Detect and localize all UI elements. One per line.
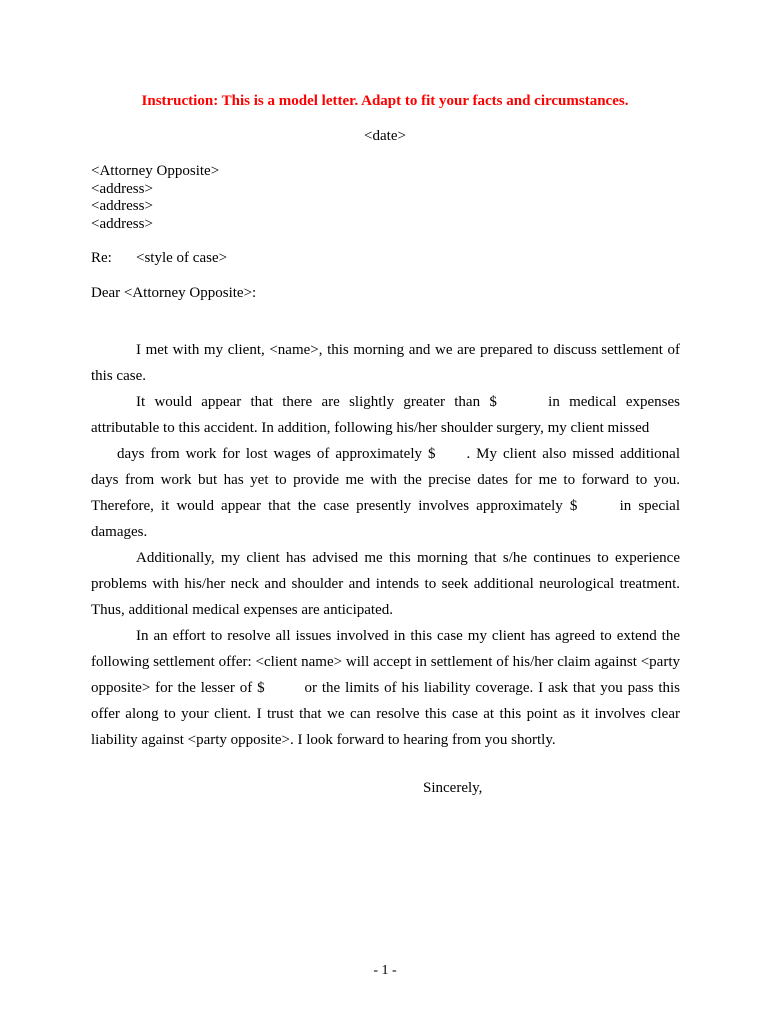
body-paragraph-3 [91, 545, 680, 623]
paragraph-text: or the limits of his liability coverage. I ask that you pass this offer along to your client. I trust that we can resolve this case at this point as it involves clear liability against <party opposite>. I look forward to hearing from you shortly. [91, 680, 680, 748]
address-line: <address> [91, 198, 153, 214]
page-number: - 1 - [373, 963, 397, 978]
salutation: Dear <Attorney Opposite>: [91, 285, 257, 301]
instruction-heading: Instruction: This is a model letter. Adapt to fit your facts and circumstances. [141, 93, 629, 109]
paragraph-text: days from work for lost wages of approximately $ [117, 446, 436, 462]
address-line: <address> [91, 180, 153, 197]
re-line [91, 250, 227, 267]
closing: Sincerely, [423, 780, 483, 796]
recipient-name: <Attorney Opposite> [91, 163, 220, 179]
paragraph-text: Additionally, my client has advised me this morning that s/he continues to experience problems with his/her neck and shoulder and intends to seek additional neurological treatment. Thus, additional medical expenses are anticipated. [91, 550, 680, 618]
re-value: <style of case> [136, 250, 228, 266]
address-line: <address> [91, 215, 153, 232]
recipient-address-block [91, 163, 219, 233]
paragraph-text: . My client also missed additional days from work but has yet to provide me with the precise dates for me to forward to you. Therefore, it would appear that the case presently involves approximately $ [91, 446, 680, 514]
paragraph-text: in medical expenses attributable to this accident. In addition, following his/her shoulder surgery, my client missed [91, 394, 680, 436]
paragraph-text: I met with my client, <name>, this morning and we are prepared to discuss settlement of this case. [91, 342, 680, 384]
paragraph-text: In an effort to resolve all issues involved in this case my client has agreed to extend the following settlement offer: <client name> will accept in settlement of his/her claim against <party opposite> for the lesser of $ [91, 628, 680, 696]
body-paragraph-1 [91, 337, 680, 389]
re-label: Re: [91, 250, 112, 266]
letter-body [91, 337, 680, 753]
body-paragraph-2 [91, 389, 680, 545]
body-paragraph-4 [91, 623, 680, 753]
paragraph-text: in special damages. [91, 498, 680, 540]
paragraph-text: It would appear that there are slightly greater than $ [136, 394, 497, 410]
letter-date: <date> [364, 128, 406, 144]
